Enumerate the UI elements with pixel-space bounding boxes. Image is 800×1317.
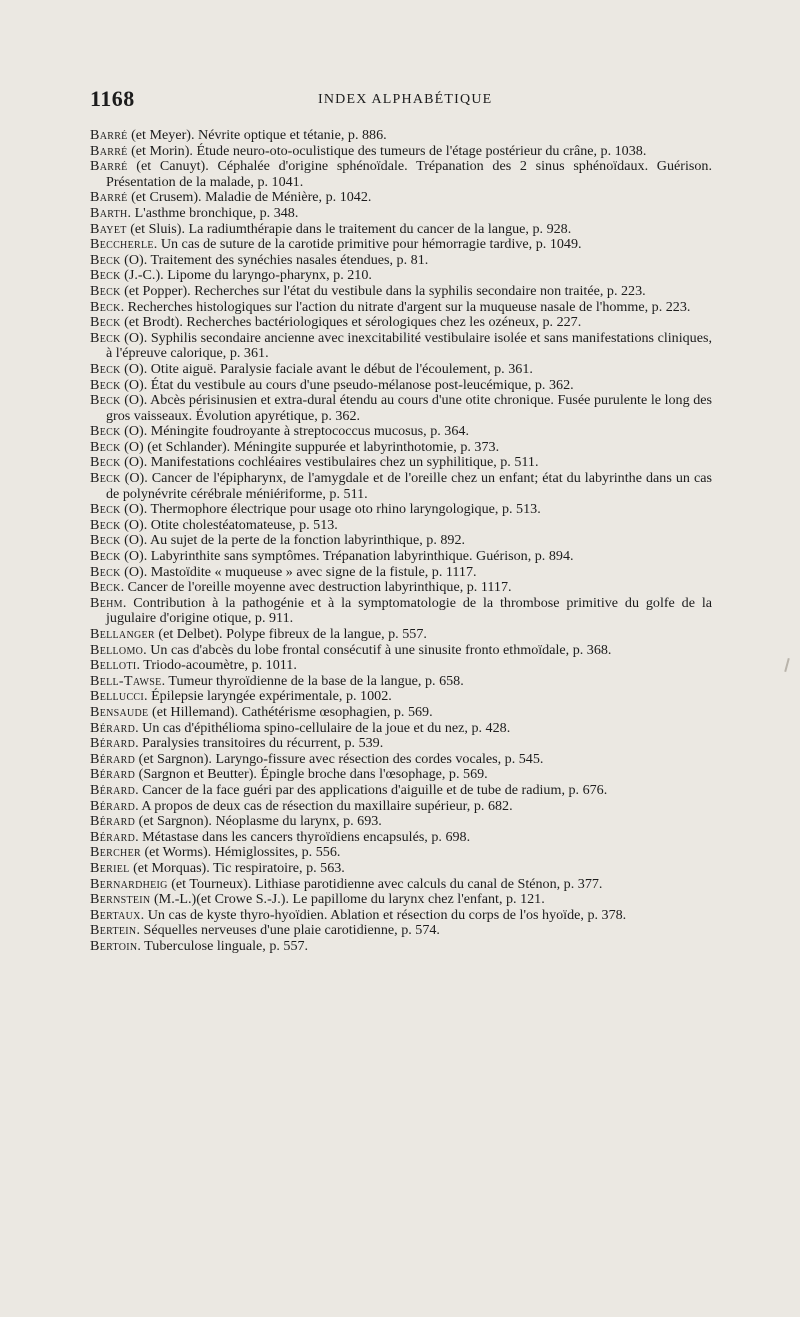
- index-entry: [90, 268, 712, 284]
- entry-author: Bertein: [90, 922, 137, 939]
- index-entry: [90, 284, 712, 300]
- entry-text: . Un cas de suture de la carotide primitive pour hémorragie tardive, p. 1049.: [153, 236, 582, 253]
- entry-author: Beck: [90, 267, 121, 284]
- index-entry: [90, 300, 712, 316]
- entry-text: (O). Labyrinthite sans symptômes. Trépanation labyrinthique. Guérison, p. 894.: [124, 548, 574, 565]
- entry-text: . Contribution à la pathogénie et à la symptomatologie de la thrombose primitive du golfe de la jugulaire d'origine otique, p. 911.: [106, 594, 712, 627]
- entry-text: . Recherches histologiques sur l'action du nitrate d'argent sur la muqueuse nasale de l'homme, p. 223.: [120, 298, 691, 315]
- entry-text: (O). Cancer de l'épipharynx, de l'amygdale et de l'oreille chez un enfant; état du labyrinthe dans un cas de polynévrite cérébrale méniériforme, p. 511.: [106, 470, 712, 502]
- index-entry: [90, 658, 712, 674]
- entry-text: (et Morin). Étude neuro-oto-oculistique des tumeurs de l'étage postérieur du crâne, p. 1038.: [131, 142, 647, 159]
- index-entries: [90, 128, 712, 954]
- entry-text: (M.-L.)(et Crowe S.-J.). Le papillome du larynx chez l'enfant, p. 121.: [153, 891, 545, 908]
- entry-text: . A propos de deux cas de résection du maxillaire supérieur, p. 682.: [135, 797, 513, 814]
- entry-author: Bayet: [90, 220, 127, 237]
- entry-author: Bernstein: [90, 891, 151, 908]
- entry-text: . Un cas d'abcès du lobe frontal consécutif à une sinusite fronto ethmoïdale, p. 368.: [143, 641, 612, 658]
- index-entry: [90, 892, 712, 908]
- entry-text: . Métastase dans les cancers thyroïdiens encapsulés, p. 698.: [135, 828, 471, 845]
- index-entry: [90, 939, 712, 955]
- entry-text: . L'asthme bronchique, p. 348.: [127, 204, 299, 221]
- index-entry: [90, 533, 712, 549]
- index-entry: [90, 331, 712, 362]
- index-entry: [90, 783, 712, 799]
- index-entry: [90, 705, 712, 721]
- index-entry: [90, 877, 712, 893]
- entry-author: Beck: [90, 329, 121, 346]
- entry-author: Beck: [90, 532, 121, 549]
- index-entry: [90, 159, 712, 190]
- entry-text: (O). Thermophore électrique pour usage oto rhino laryngologique, p. 513.: [124, 501, 541, 518]
- entry-author: Bérard: [90, 766, 136, 783]
- entry-author: Bérard: [90, 797, 136, 814]
- entry-author: Beck: [90, 282, 121, 299]
- index-entry: [90, 128, 712, 144]
- entry-author: Barth: [90, 204, 128, 221]
- entry-text: (Sargnon et Beutter). Épingle broche dans l'œsophage, p. 569.: [138, 766, 488, 783]
- entry-text: . Séquelles nerveuses d'une plaie carotidienne, p. 574.: [136, 922, 440, 939]
- entry-author: Bernardheig: [90, 875, 168, 892]
- index-entry: [90, 736, 712, 752]
- entry-author: Beck: [90, 392, 121, 409]
- index-entry: [90, 845, 712, 861]
- entry-author: Beck: [90, 376, 121, 393]
- entry-author: Beccherle: [90, 236, 154, 253]
- index-entry: [90, 190, 712, 206]
- entry-author: Barré: [90, 142, 128, 159]
- entry-author: Beck: [90, 563, 121, 580]
- entry-author: Beck: [90, 501, 121, 518]
- index-entry: [90, 814, 712, 830]
- entry-author: Behm: [90, 594, 123, 611]
- entry-text: . Un cas d'épithélioma spino-cellulaire de la joue et du nez, p. 428.: [135, 719, 511, 736]
- entry-text: . Tuberculose linguale, p. 557.: [137, 937, 309, 954]
- entry-author: Bertaux: [90, 906, 141, 923]
- entry-author: Bérard: [90, 719, 136, 736]
- entry-text: (et Canuyt). Céphalée d'origine sphénoïdale. Trépanation des 2 sinus sphénoïdaux. Guérison. Présentation de la malade, p. 1041.: [106, 158, 712, 190]
- entry-author: Beck: [90, 579, 121, 596]
- entry-text: (O). Au sujet de la perte de la fonction labyrinthique, p. 892.: [124, 532, 466, 549]
- entry-author: Beck: [90, 470, 121, 487]
- index-entry: [90, 424, 712, 440]
- entry-author: Bérard: [90, 781, 136, 798]
- entry-author: Barré: [90, 158, 128, 175]
- entry-text: (et Delbet). Polype fibreux de la langue, p. 557.: [158, 626, 427, 642]
- entry-text: (O). Otite cholestéatomateuse, p. 513.: [124, 516, 338, 533]
- entry-author: Bellomo: [90, 641, 144, 658]
- entry-text: (et Brodt). Recherches bactériologiques et sérologiques chez les ozéneux, p. 227.: [124, 314, 582, 331]
- entry-author: Bellucci: [90, 688, 145, 705]
- index-entry: [90, 378, 712, 394]
- entry-text: (O). Méningite foudroyante à streptococcus mucosus, p. 364.: [124, 423, 469, 440]
- margin-mark: [784, 658, 790, 672]
- index-entry: [90, 627, 712, 643]
- entry-author: Barré: [90, 189, 128, 206]
- entry-author: Beck: [90, 423, 121, 440]
- entry-text: (et Sluis). La radiumthérapie dans le traitement du cancer de la langue, p. 928.: [130, 220, 572, 237]
- index-entry: [90, 393, 712, 424]
- index-entry: [90, 923, 712, 939]
- entry-author: Bertoin: [90, 937, 138, 954]
- entry-text: (O) (et Schlander). Méningite suppurée et labyrinthotomie, p. 373.: [124, 438, 500, 455]
- index-entry: [90, 596, 712, 627]
- entry-author: Bercher: [90, 844, 141, 861]
- entry-text: (et Worms). Hémiglossites, p. 556.: [144, 844, 341, 861]
- entry-author: Bérard: [90, 750, 136, 767]
- index-entry: [90, 440, 712, 456]
- entry-author: Beck: [90, 516, 121, 533]
- index-entry: [90, 518, 712, 534]
- entry-text: . Cancer de la face guéri par des applications d'aiguille et de tube de radium, p. 676.: [135, 781, 608, 798]
- index-entry: [90, 253, 712, 269]
- entry-author: Beck: [90, 360, 121, 377]
- entry-text: (et Sargnon). Néoplasme du larynx, p. 693.: [138, 813, 382, 830]
- entry-text: (et Morquas). Tic respiratoire, p. 563.: [133, 859, 345, 876]
- page-number: 1168: [90, 86, 135, 111]
- entry-text: (J.-C.). Lipome du laryngo-pharynx, p. 210.: [124, 267, 372, 284]
- index-entry: [90, 799, 712, 815]
- index-entry: [90, 752, 712, 768]
- index-entry: [90, 144, 712, 160]
- index-entry: [90, 767, 712, 783]
- index-entry: [90, 580, 712, 596]
- index-entry: [90, 455, 712, 471]
- entry-author: Beck: [90, 251, 121, 268]
- index-entry: [90, 830, 712, 846]
- entry-text: . Épilepsie laryngée expérimentale, p. 1002.: [144, 688, 392, 705]
- entry-text: (et Tourneux). Lithiase parotidienne avec calculs du canal de Sténon, p. 377.: [171, 875, 603, 892]
- entry-text: (O). État du vestibule au cours d'une pseudo-mélanose post-leucémique, p. 362.: [124, 376, 574, 393]
- entry-text: . Paralysies transitoires du récurrent, p. 539.: [135, 735, 384, 752]
- index-entry: [90, 206, 712, 222]
- entry-author: Bérard: [90, 735, 136, 752]
- entry-text: (et Meyer). Névrite optique et tétanie, p. 886.: [131, 127, 387, 143]
- index-entry: [90, 237, 712, 253]
- entry-author: Bérard: [90, 828, 136, 845]
- entry-author: Beck: [90, 298, 121, 315]
- entry-text: (et Crusem). Maladie de Ménière, p. 1042.: [131, 189, 372, 206]
- entry-text: (O). Traitement des synéchies nasales étendues, p. 81.: [124, 251, 429, 268]
- index-entry: [90, 502, 712, 518]
- entry-author: Bellanger: [90, 626, 155, 642]
- entry-text: (O). Abcès périsinusien et extra-dural étendu au cours d'une otite chronique. Fusée purulente le long des gros vaisseaux. Évolution apyrétique, p. 362.: [106, 392, 712, 424]
- entry-author: Barré: [90, 127, 128, 143]
- index-entry: [90, 315, 712, 331]
- running-title: INDEX ALPHABÉTIQUE: [318, 92, 493, 107]
- page-header: [90, 86, 730, 114]
- entry-text: (O). Otite aiguë. Paralysie faciale avant le début de l'écoulement, p. 361.: [124, 360, 533, 377]
- entry-text: (O). Manifestations cochléaires vestibulaires chez un syphilitique, p. 511.: [124, 454, 539, 471]
- entry-author: Belloti: [90, 657, 137, 674]
- index-entry: [90, 861, 712, 877]
- entry-text: . Cancer de l'oreille moyenne avec destruction labyrinthique, p. 1117.: [120, 579, 512, 596]
- entry-author: Bérard: [90, 813, 136, 830]
- index-entry: [90, 222, 712, 238]
- index-entry: [90, 549, 712, 565]
- entry-text: (O). Mastoïdite « muqueuse » avec signe de la fistule, p. 1117.: [124, 563, 477, 580]
- entry-author: Bensaude: [90, 703, 149, 720]
- entry-text: (et Hillemand). Cathétérisme œsophagien, p. 569.: [152, 703, 433, 720]
- entry-author: Beck: [90, 314, 121, 331]
- entry-text: . Triodo-acoumètre, p. 1011.: [136, 657, 297, 674]
- index-entry: [90, 721, 712, 737]
- index-entry: [90, 689, 712, 705]
- index-entry: [90, 565, 712, 581]
- entry-text: (et Sargnon). Laryngo-fissure avec résection des cordes vocales, p. 545.: [138, 750, 544, 767]
- entry-author: Beck: [90, 438, 121, 455]
- entry-text: (O). Syphilis secondaire ancienne avec inexcitabilité vestibulaire isolée et sans manifestations cliniques, à l'épreuve calorique, p. 361.: [106, 329, 712, 362]
- entry-author: Beck: [90, 454, 121, 471]
- index-entry: [90, 643, 712, 659]
- index-entry: [90, 362, 712, 378]
- entry-author: Beriel: [90, 859, 130, 876]
- entry-text: . Tumeur thyroïdienne de la base de la langue, p. 658.: [161, 672, 464, 689]
- index-entry: [90, 908, 712, 924]
- entry-text: (et Popper). Recherches sur l'état du vestibule dans la syphilis secondaire non traitée, p. 223.: [124, 282, 646, 299]
- index-entry: [90, 471, 712, 502]
- entry-text: . Un cas de kyste thyro-hyoïdien. Ablation et résection du corps de l'os hyoïde, p. 378.: [140, 906, 627, 923]
- entry-author: Bell-Tawse: [90, 672, 162, 689]
- entry-author: Beck: [90, 548, 121, 565]
